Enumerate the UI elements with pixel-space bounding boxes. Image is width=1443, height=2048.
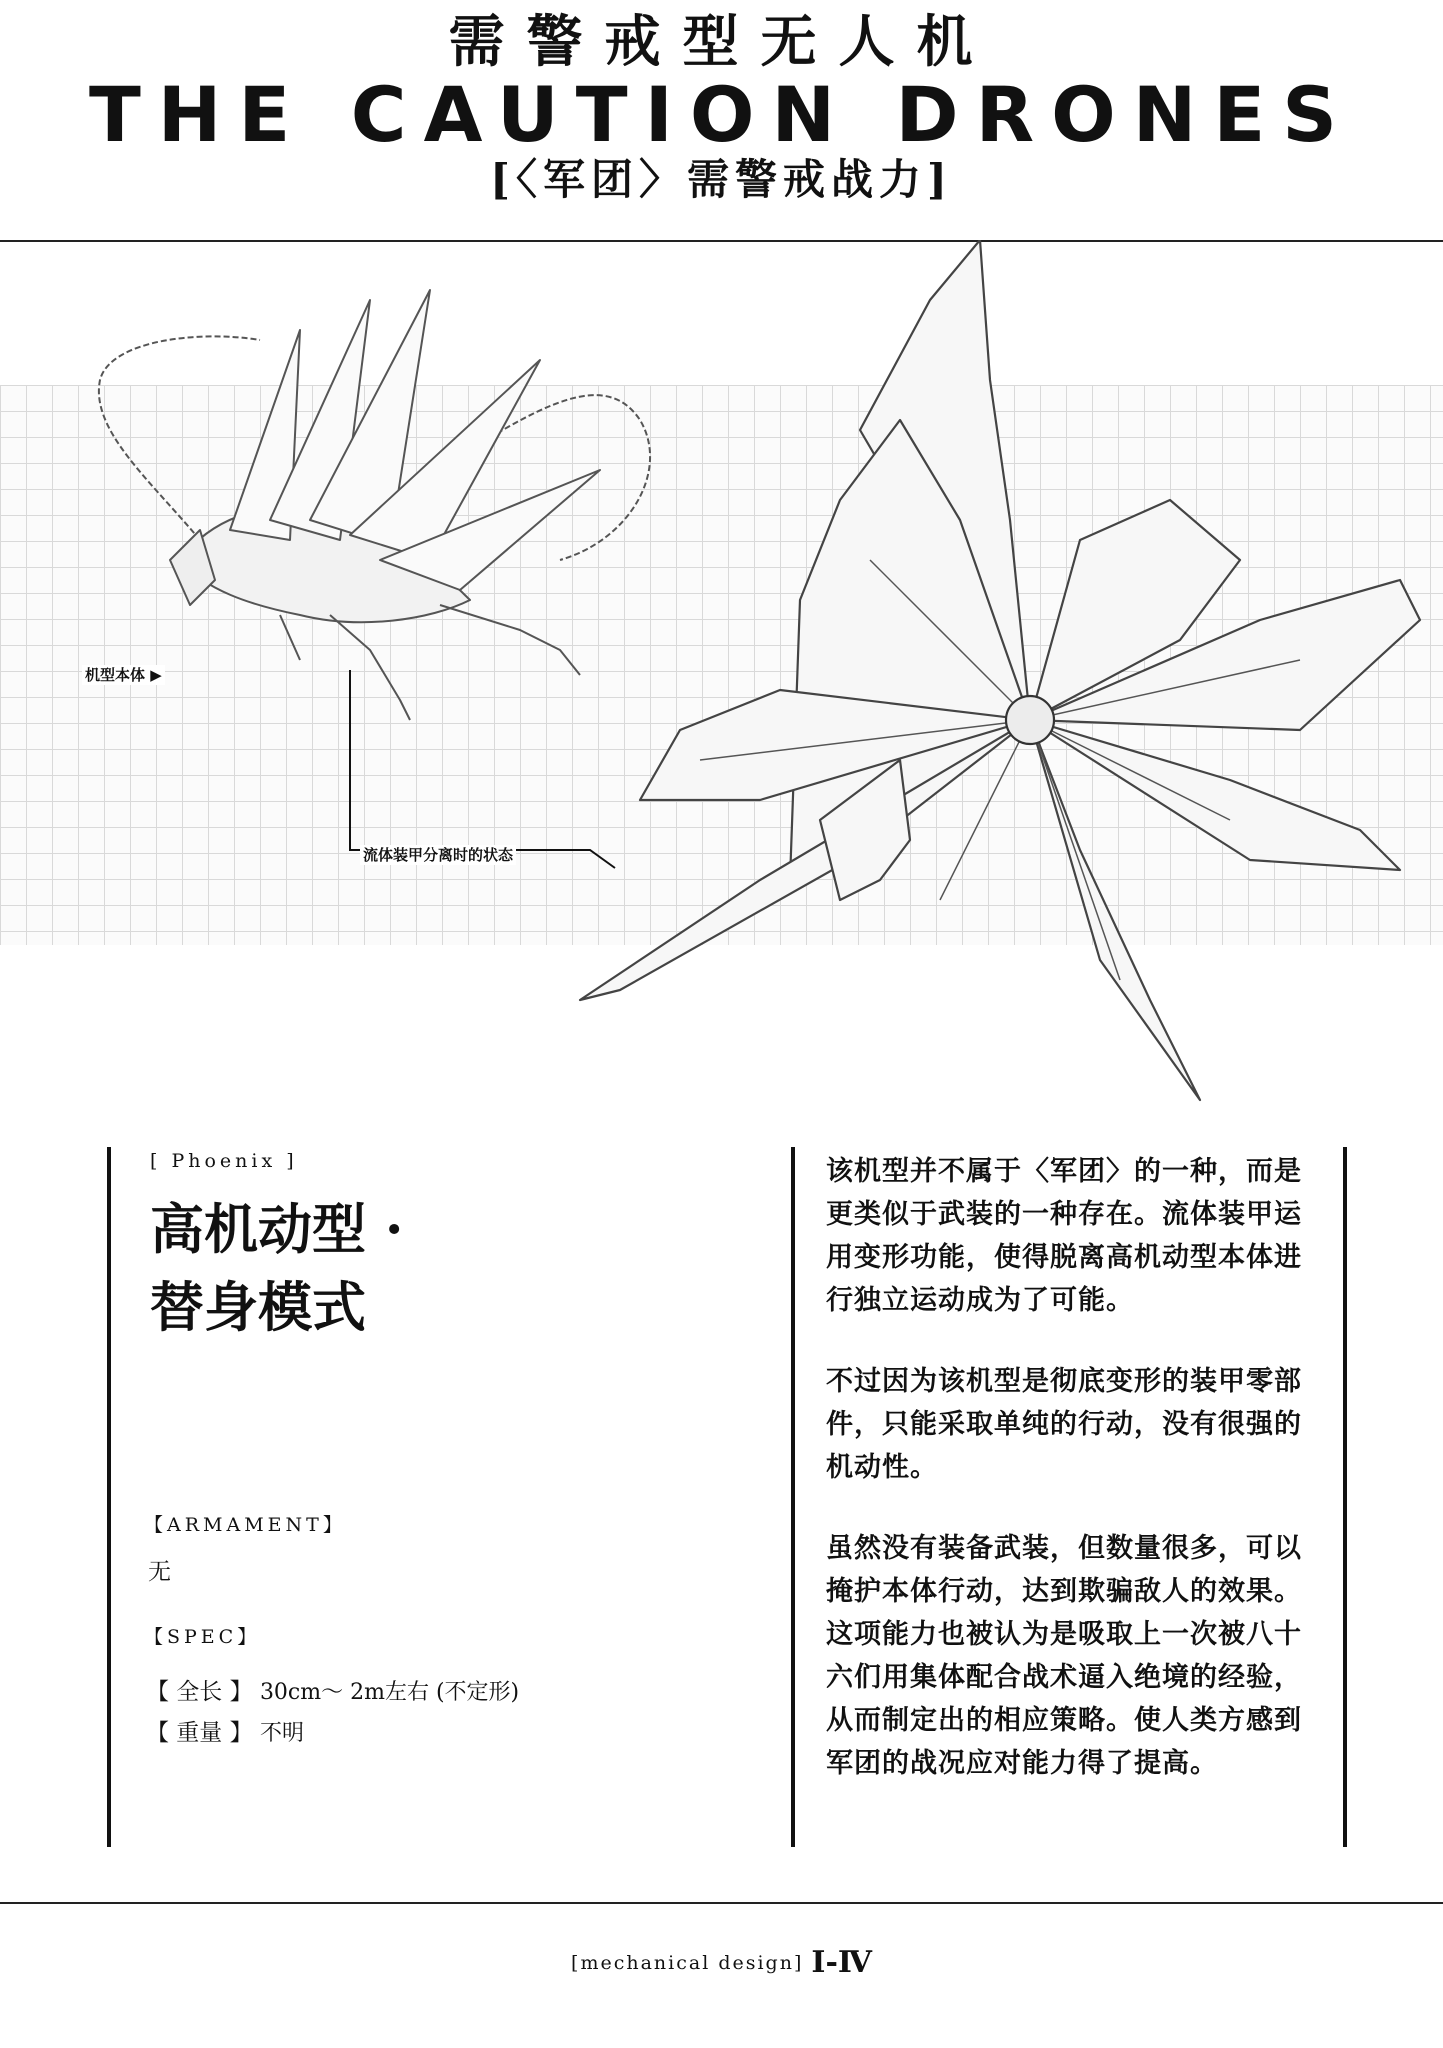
armament-value: 无 (148, 1559, 171, 1585)
footer-section-label: [mechanical design] (571, 1952, 804, 1974)
spec-row-length (146, 1672, 519, 1713)
spec-heading: 【SPEC】 (144, 1626, 261, 1648)
spec-label: 【 重量 】 (146, 1720, 253, 1746)
footer-divider (0, 1902, 1443, 1904)
drone-tail-left (99, 336, 260, 540)
page-subtitle: [〈军团〉需警戒战力] (490, 155, 953, 204)
description-text (826, 1150, 1326, 1823)
description-paragraph: 不过因为该机型是彻底变形的装甲零部件，只能采取单纯的行动，没有很强的机动性。 (826, 1366, 1302, 1483)
model-name-line2: 替身模式 (150, 1275, 366, 1339)
model-name-line1: 高机动型 · (150, 1197, 404, 1261)
page-title-english: THE CAUTION DRONES (88, 70, 1355, 159)
spec-label: 【 全长 】 (146, 1679, 253, 1705)
page-title-chinese: 需警戒型无人机 (448, 10, 995, 75)
drone-leg (330, 615, 410, 720)
drone-illustration (0, 240, 1443, 1130)
spec-value: 30cm～ 2m左右 (不定形) (259, 1680, 520, 1705)
armament-heading: 【ARMAMENT】 (144, 1514, 346, 1536)
drone-leg (280, 615, 300, 660)
spec-list (146, 1672, 519, 1754)
codename-tag: [ Phoenix ] (150, 1150, 298, 1172)
callout-body-label: 机型本体 ▶ (82, 665, 165, 685)
armor-wing-right-lower (1030, 720, 1400, 870)
armor-core-orb (1006, 696, 1054, 744)
callout-leader-line (350, 670, 615, 868)
drone-leg (440, 605, 580, 675)
callout-armor-label: 流体装甲分离时的状态 (360, 845, 516, 865)
left-column-bar (107, 1147, 111, 1847)
spec-value: 不明 (259, 1721, 304, 1746)
model-name (150, 1190, 710, 1346)
page-footer (0, 1945, 1443, 1980)
spec-row-weight (146, 1713, 519, 1754)
page-number: Ⅰ-Ⅳ (811, 1945, 872, 1980)
right-column-bar (1343, 1147, 1347, 1847)
middle-column-bar (791, 1147, 795, 1847)
description-paragraph: 该机型并不属于〈军团〉的一种，而是更类似于武装的一种存在。流体装甲运用变形功能，使得脱离高机动型本体进行独立运动成为了可能。 (826, 1156, 1302, 1316)
description-paragraph: 虽然没有装备武装，但数量很多，可以掩护本体行动，达到欺骗敌人的效果。这项能力也被认为是吸取上一次被八十六们用集体配合战术逼入绝境的经验，从而制定出的相应策略。使人类方感到军团的战况应对能力得了提高。 (826, 1533, 1302, 1779)
